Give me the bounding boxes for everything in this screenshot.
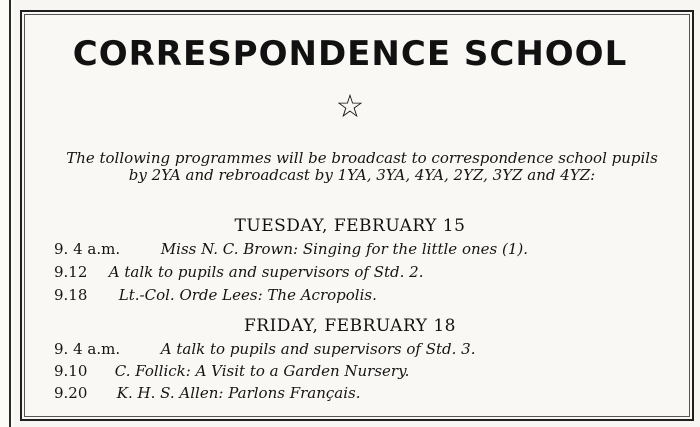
entry-description: C. Follick: A Visit to a Garden Nursery. (114, 362, 410, 380)
page-title: CORRESPONDENCE SCHOOL (72, 34, 628, 74)
schedule-entry (54, 240, 694, 258)
entry-time: 9.18 (54, 286, 88, 304)
schedule-entry (54, 263, 694, 281)
entry-time: 9.12 (54, 263, 88, 281)
entry-time: 9.20 (54, 384, 88, 402)
schedule-entry (54, 286, 694, 304)
entry-description: Lt.-Col. Orde Lees: The Acropolis. (118, 286, 377, 304)
schedule-entry (54, 384, 694, 402)
entry-description: A talk to pupils and supervisors of Std. 3. (160, 340, 476, 358)
day-heading-friday: FRIDAY, FEBRUARY 18 (244, 316, 456, 336)
entry-description: A talk to pupils and supervisors of Std. 2. (108, 263, 424, 281)
star-icon: ☆ (335, 87, 365, 125)
schedule-entry (54, 340, 694, 358)
entry-description: Miss N. C. Brown: Singing for the little ones (1). (160, 240, 528, 258)
entry-time: 9. 4 a.m. (54, 240, 121, 258)
day-heading-tuesday: TUESDAY, FEBRUARY 15 (234, 216, 466, 236)
intro-paragraph: The tollowing programmes will be broadcast to correspondence school pupils by 2YA and rebroadcast by 1YA, 3YA, 4YA, 2YZ, 3YZ and 4YZ: (66, 149, 658, 184)
entry-description: K. H. S. Allen: Parlons Français. (116, 384, 361, 402)
schedule-entry (54, 362, 694, 380)
entry-time: 9. 4 a.m. (54, 340, 121, 358)
entry-time: 9.10 (54, 362, 88, 380)
